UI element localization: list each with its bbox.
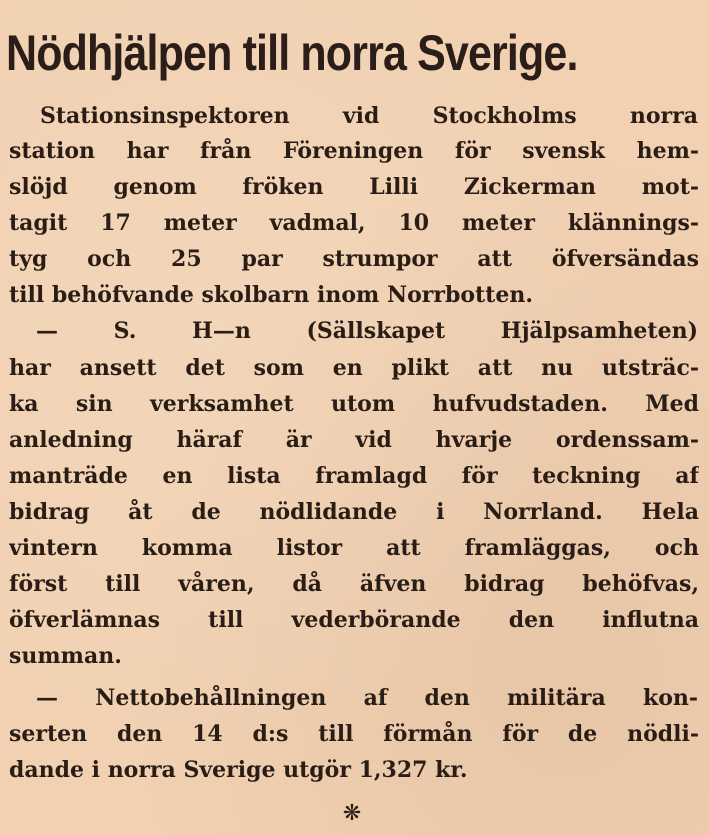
article-line-13: vintern komma listor att framläggas, och <box>9 535 699 561</box>
article-line-6: till behöfvande skolbarn inom Norrbotten. <box>9 282 533 308</box>
article-line-19: dande i norra Sverige utgör 1,327 kr. <box>9 757 468 783</box>
article-line-1: Stationsinspektoren vid Stockholms norra <box>40 103 698 129</box>
article-line-14: först till våren, då äfven bidrag behöfvas, <box>9 571 699 597</box>
article-line-4: tagit 17 meter vadmal, 10 meter klännings- <box>9 210 699 236</box>
article-line-9: ka sin verksamhet utom hufvudstaden. Med <box>9 391 699 417</box>
article-line-12: bidrag åt de nödlidande i Norrland. Hela <box>9 499 699 525</box>
article-line-11: manträde en lista framlagd för teckning af <box>9 463 699 489</box>
article-line-16: summan. <box>9 643 122 669</box>
article-line-17: — Nettobehållningen af den militära kon- <box>36 685 698 711</box>
article-line-7: — S. H—n (Sällskapet Hjälpsamheten) <box>36 318 698 344</box>
article-line-3: slöjd genom fröken Lilli Zickerman mot- <box>9 174 699 200</box>
headline: Nödhjälpen till norra Sverige. <box>6 25 578 81</box>
article-line-8: har ansett det som en plikt att nu utsträc- <box>9 355 699 381</box>
article-line-18: serten den 14 d:s till förmån för de nödli- <box>9 721 699 747</box>
article-line-15: öfverlämnas till vederbörande den influtna <box>9 607 699 633</box>
article-line-10: anledning häraf är vid hvarje ordenssam- <box>9 427 699 453</box>
ornament-icon: ❋ <box>342 801 362 826</box>
article-line-5: tyg och 25 par strumpor att öfversändas <box>9 246 699 272</box>
article-line-2: station har från Föreningen för svensk hem- <box>9 138 699 164</box>
